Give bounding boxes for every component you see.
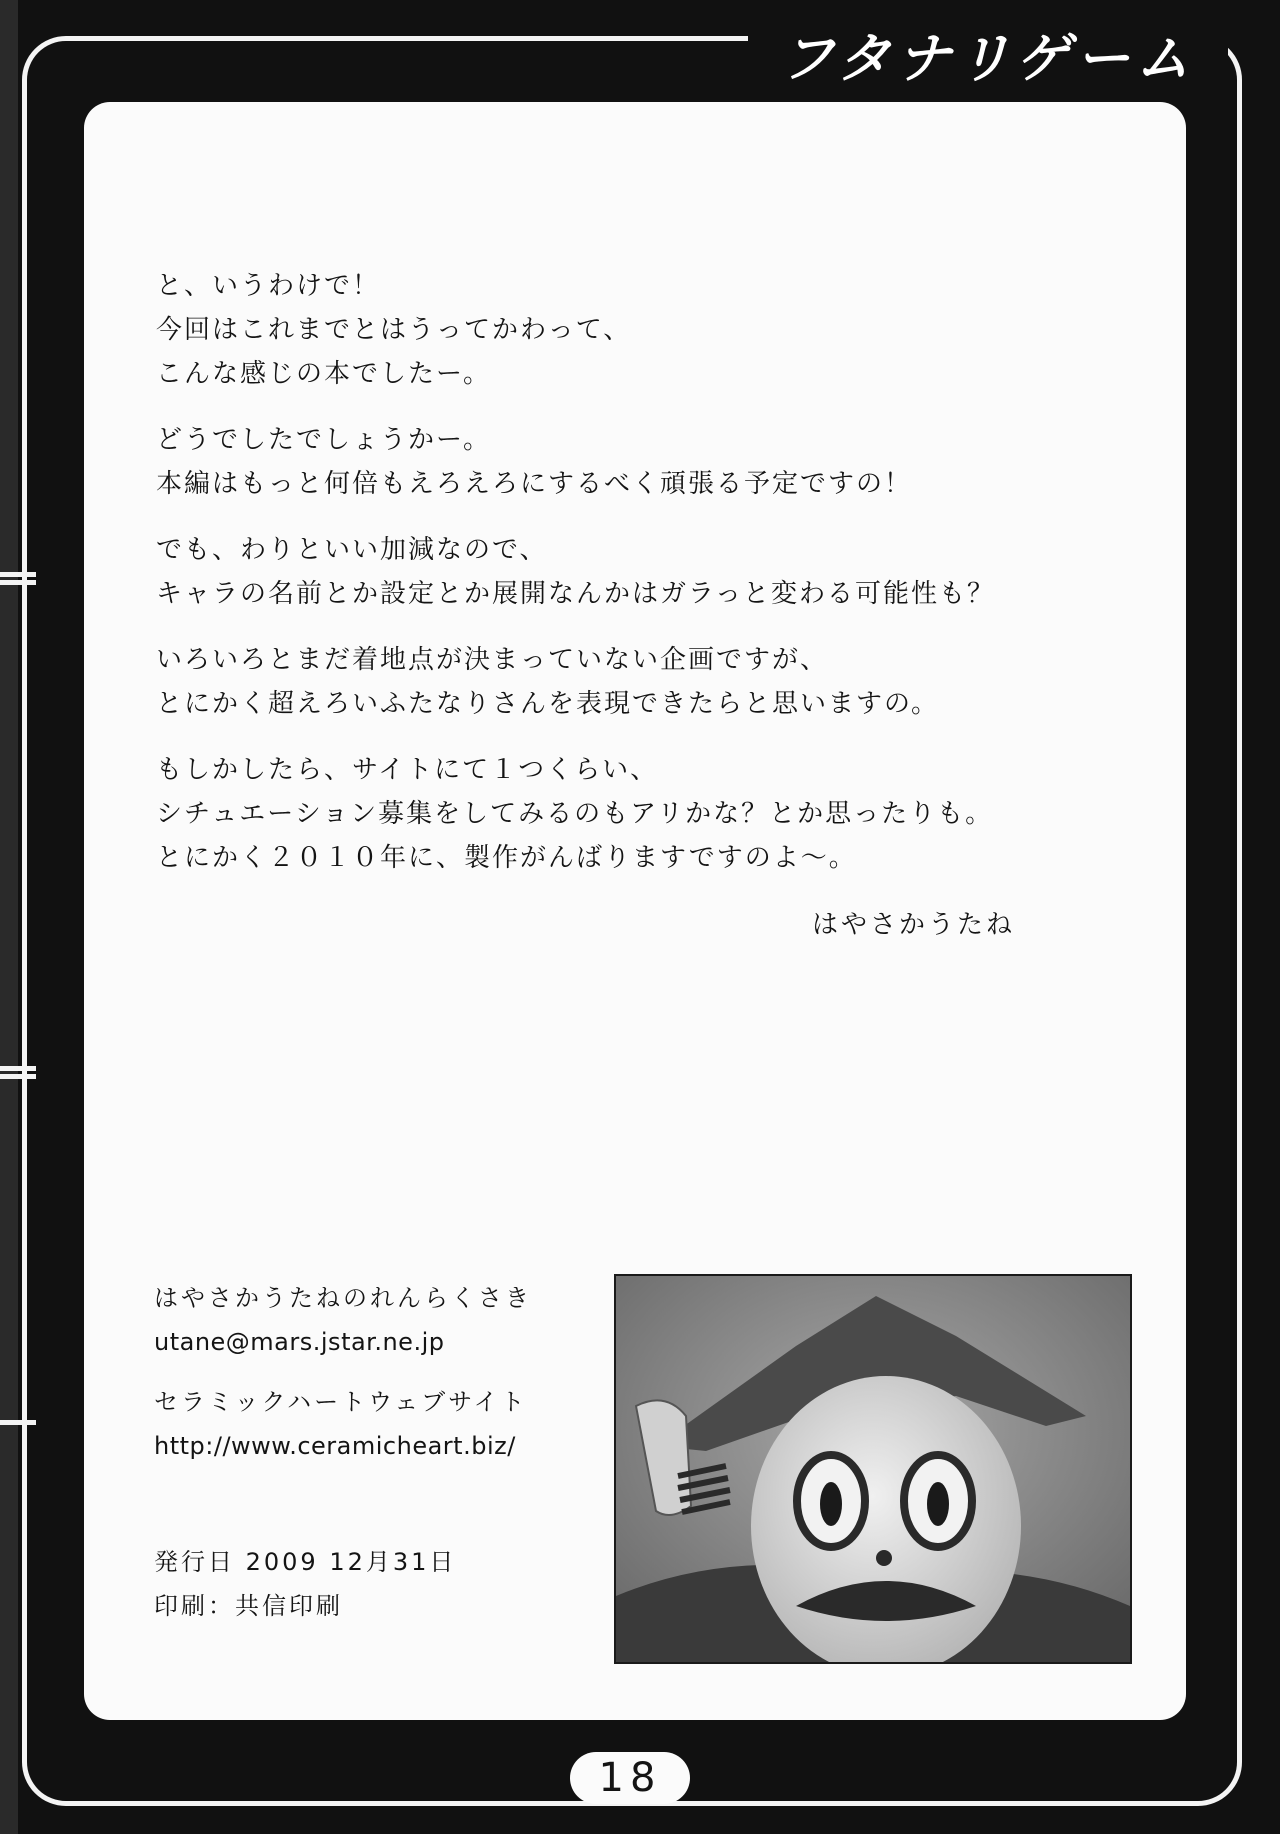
text-line: シチュエーション募集をしてみるのもアリかな？とか思ったりも。 [156,799,994,829]
paragraph [156,638,1116,726]
paragraph [156,264,1116,396]
paragraph [156,528,1116,616]
afterword-text [156,264,1116,902]
text-line: キャラの名前とか設定とか展開なんかはガラっと変わる可能性も？ [156,579,995,609]
printer-info: 印刷：共信印刷 [154,1592,343,1620]
text-line: でも、わりといい加減なので、 [156,535,548,565]
text-line: 今回はこれまでとはうってかわって、 [156,315,632,345]
text-line: もしかしたら、サイトにて１つくらい、 [156,755,659,785]
publish-date: 発行日 2009 12月31日 [154,1548,457,1576]
site-label: セラミックハートウェブサイト [154,1388,528,1416]
text-line: 本編はもっと何倍もえろえろにするべく頑張る予定ですの！ [156,469,913,499]
mascot-illustration [616,1276,1130,1662]
paragraph [156,418,1116,506]
page-panel [84,102,1186,1720]
text-line: どうでしたでしょうかー。 [156,425,491,455]
text-line: いろいろとまだ着地点が決まっていない企画ですが、 [156,645,829,675]
left-edge-strip [0,0,18,1834]
page-number: 18 [570,1752,690,1804]
text-line: こんな感じの本でしたー。 [156,359,491,389]
text-line: とにかく超えろいふたなりさんを表現できたらと思いますの。 [156,689,939,719]
email-link[interactable]: utane@mars.jstar.ne.jp [154,1328,445,1356]
text-line: とにかく２０１０年に、製作がんばりますですのよ～。 [156,843,857,873]
site-link[interactable]: http://www.ceramicheart.biz/ [154,1432,516,1460]
contact-block [154,1276,594,1628]
series-title: フタナリゲーム [748,26,1228,92]
contact-label: はやさかうたねのれんらくさき [154,1284,532,1312]
paragraph [156,748,1116,880]
text-line: と、いうわけで！ [156,271,381,301]
author-signature: はやさかうたね [812,910,1016,940]
mascot-photo [614,1274,1132,1664]
